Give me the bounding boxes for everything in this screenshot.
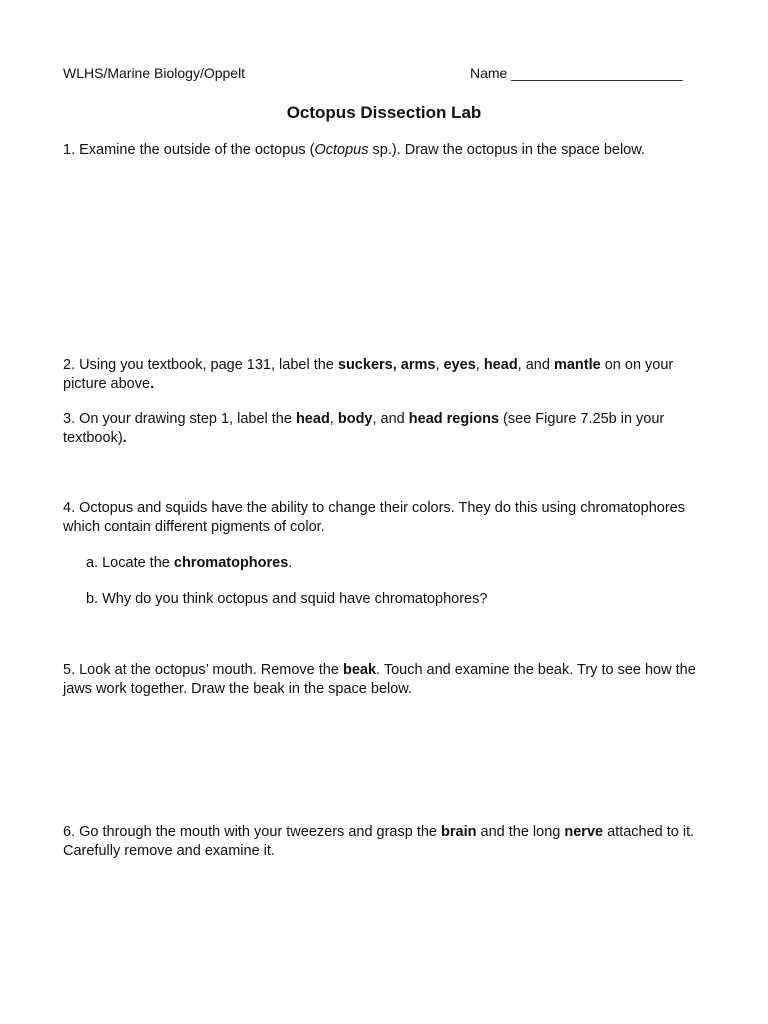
term-nerve: nerve [564, 824, 604, 840]
name-field-label: Name ______________________ [470, 65, 683, 81]
separator: , [435, 357, 444, 373]
question-6 [63, 823, 713, 860]
separator: , and [372, 411, 409, 427]
term-body: body [337, 411, 373, 427]
question-3-text-end: (see Figure 7.25b in your textbook) [63, 411, 665, 446]
question-5-text: 5. Look at the octopus’ mouth. Remove the [63, 662, 343, 678]
separator: , and [517, 357, 554, 373]
term-head: head [483, 357, 518, 373]
separator: , [329, 411, 338, 427]
term-beak: beak [342, 662, 377, 678]
question-1-genus: Octopus [314, 142, 369, 158]
question-4: 4. Octopus and squids have the ability to change their colors. They do this using chromatophores which contain different pigments of color. [63, 500, 685, 535]
term-eyes: eyes [443, 357, 476, 373]
separator: and the long [476, 824, 565, 840]
question-2 [63, 356, 713, 393]
question-1-text-end: sp.). Draw the octopus in the space below. [368, 142, 645, 158]
period: . [122, 429, 127, 446]
term-head-regions: head regions [408, 411, 500, 427]
question-4a [86, 554, 736, 573]
question-5 [63, 661, 713, 698]
question-3-text: 3. On your drawing step 1, label the [63, 411, 296, 427]
course-header: WLHS/Marine Biology/Oppelt [63, 65, 246, 81]
term-mantle: mantle [553, 357, 601, 373]
question-4b: b. Why do you think octopus and squid have chromatophores? [86, 591, 488, 607]
period: . [288, 555, 293, 571]
question-1-text: 1. Examine the outside of the octopus ( [63, 142, 315, 158]
term-head: head [295, 411, 330, 427]
separator: , [475, 357, 484, 373]
term-chromatophores: chromatophores [173, 555, 289, 571]
question-5-text-end: . Touch and examine the beak. Try to see how the jaws work together. Draw the beak in the space below. [63, 662, 696, 697]
question-3 [63, 410, 713, 447]
term-suckers-arms: suckers, arms [337, 357, 436, 373]
question-2-text: 2. Using you textbook, page 131, label the [63, 357, 338, 373]
question-1 [63, 141, 713, 160]
question-6-text: 6. Go through the mouth with your tweezers and grasp the [63, 824, 442, 840]
page-title: Octopus Dissection Lab [286, 103, 482, 122]
question-4a-text: a. Locate the [86, 555, 174, 571]
period: . [150, 375, 155, 392]
term-brain: brain [441, 824, 477, 840]
question-2-text-end: on on your picture above [63, 357, 674, 392]
question-6-text-end: attached to it. Carefully remove and examine it. [63, 824, 695, 859]
